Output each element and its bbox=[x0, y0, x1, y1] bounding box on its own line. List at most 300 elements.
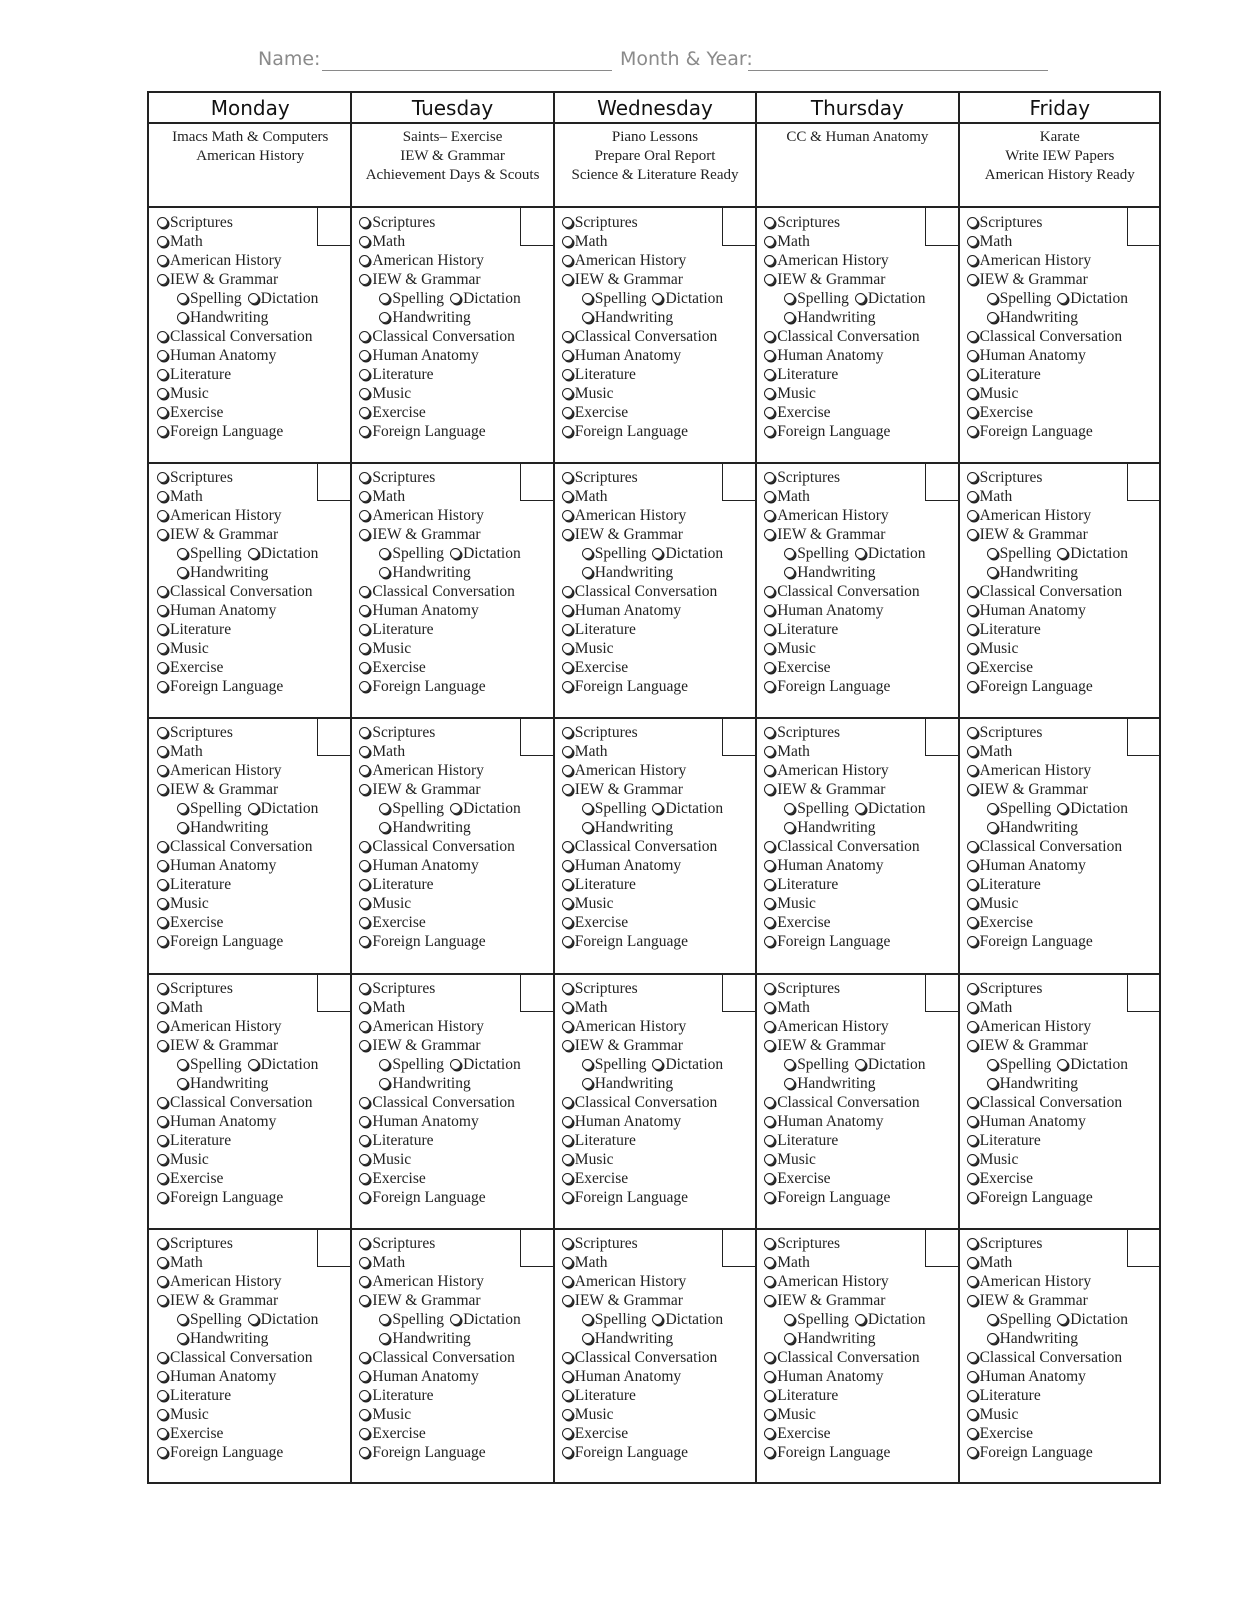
checkbox-circle-icon[interactable] bbox=[562, 898, 573, 909]
checkbox-circle-icon[interactable] bbox=[967, 1116, 978, 1127]
checkbox-circle-icon[interactable] bbox=[764, 727, 775, 738]
checkbox-circle-icon[interactable] bbox=[157, 331, 168, 342]
checkbox-circle-icon[interactable] bbox=[359, 1352, 370, 1363]
checkbox-circle-icon[interactable] bbox=[359, 407, 370, 418]
checkbox-circle-icon[interactable] bbox=[157, 350, 168, 361]
checkbox-circle-icon[interactable] bbox=[784, 822, 795, 833]
checkbox-circle-icon[interactable] bbox=[967, 841, 978, 852]
checkbox-circle-icon[interactable] bbox=[967, 1192, 978, 1203]
checkbox-circle-icon[interactable] bbox=[562, 472, 573, 483]
checkbox-circle-icon[interactable] bbox=[764, 1447, 775, 1458]
checkbox-circle-icon[interactable] bbox=[764, 879, 775, 890]
checkbox-circle-icon[interactable] bbox=[764, 1295, 775, 1306]
checkbox-circle-icon[interactable] bbox=[582, 1059, 593, 1070]
checkbox-circle-icon[interactable] bbox=[157, 407, 168, 418]
checkbox-circle-icon[interactable] bbox=[967, 1447, 978, 1458]
checkbox-circle-icon[interactable] bbox=[967, 426, 978, 437]
checkbox-circle-icon[interactable] bbox=[562, 1173, 573, 1184]
checkbox-circle-icon[interactable] bbox=[562, 879, 573, 890]
checkbox-circle-icon[interactable] bbox=[764, 1116, 775, 1127]
checkbox-circle-icon[interactable] bbox=[157, 624, 168, 635]
checkbox-circle-icon[interactable] bbox=[562, 1352, 573, 1363]
checkbox-circle-icon[interactable] bbox=[177, 1078, 188, 1089]
checkbox-circle-icon[interactable] bbox=[1057, 803, 1068, 814]
date-box[interactable] bbox=[925, 463, 959, 501]
checkbox-circle-icon[interactable] bbox=[248, 1314, 259, 1325]
checkbox-circle-icon[interactable] bbox=[157, 1409, 168, 1420]
checkbox-circle-icon[interactable] bbox=[967, 1371, 978, 1382]
checkbox-circle-icon[interactable] bbox=[359, 1002, 370, 1013]
checkbox-circle-icon[interactable] bbox=[855, 548, 866, 559]
checkbox-circle-icon[interactable] bbox=[764, 1002, 775, 1013]
checkbox-circle-icon[interactable] bbox=[967, 936, 978, 947]
checkbox-circle-icon[interactable] bbox=[764, 1097, 775, 1108]
checkbox-circle-icon[interactable] bbox=[764, 860, 775, 871]
checkbox-circle-icon[interactable] bbox=[967, 1257, 978, 1268]
checkbox-circle-icon[interactable] bbox=[157, 472, 168, 483]
checkbox-circle-icon[interactable] bbox=[967, 983, 978, 994]
checkbox-circle-icon[interactable] bbox=[764, 1238, 775, 1249]
checkbox-circle-icon[interactable] bbox=[157, 765, 168, 776]
checkbox-circle-icon[interactable] bbox=[652, 293, 663, 304]
checkbox-circle-icon[interactable] bbox=[157, 255, 168, 266]
checkbox-circle-icon[interactable] bbox=[582, 822, 593, 833]
checkbox-circle-icon[interactable] bbox=[359, 681, 370, 692]
checkbox-circle-icon[interactable] bbox=[987, 293, 998, 304]
checkbox-circle-icon[interactable] bbox=[359, 1238, 370, 1249]
checkbox-circle-icon[interactable] bbox=[967, 681, 978, 692]
checkbox-circle-icon[interactable] bbox=[562, 727, 573, 738]
checkbox-circle-icon[interactable] bbox=[562, 369, 573, 380]
checkbox-circle-icon[interactable] bbox=[784, 1059, 795, 1070]
checkbox-circle-icon[interactable] bbox=[379, 548, 390, 559]
date-box[interactable] bbox=[722, 1229, 756, 1267]
date-box[interactable] bbox=[1127, 974, 1161, 1012]
checkbox-circle-icon[interactable] bbox=[764, 529, 775, 540]
checkbox-circle-icon[interactable] bbox=[764, 1390, 775, 1401]
checkbox-circle-icon[interactable] bbox=[157, 727, 168, 738]
checkbox-circle-icon[interactable] bbox=[359, 1135, 370, 1146]
checkbox-circle-icon[interactable] bbox=[764, 586, 775, 597]
checkbox-circle-icon[interactable] bbox=[359, 936, 370, 947]
checkbox-circle-icon[interactable] bbox=[562, 1257, 573, 1268]
checkbox-circle-icon[interactable] bbox=[967, 510, 978, 521]
checkbox-circle-icon[interactable] bbox=[784, 1333, 795, 1344]
checkbox-circle-icon[interactable] bbox=[359, 255, 370, 266]
checkbox-circle-icon[interactable] bbox=[764, 388, 775, 399]
checkbox-circle-icon[interactable] bbox=[359, 331, 370, 342]
checkbox-circle-icon[interactable] bbox=[652, 1314, 663, 1325]
checkbox-circle-icon[interactable] bbox=[562, 529, 573, 540]
checkbox-circle-icon[interactable] bbox=[248, 548, 259, 559]
checkbox-circle-icon[interactable] bbox=[359, 1192, 370, 1203]
checkbox-circle-icon[interactable] bbox=[359, 350, 370, 361]
checkbox-circle-icon[interactable] bbox=[764, 624, 775, 635]
checkbox-circle-icon[interactable] bbox=[987, 1333, 998, 1344]
date-box[interactable] bbox=[1127, 1229, 1161, 1267]
checkbox-circle-icon[interactable] bbox=[562, 936, 573, 947]
checkbox-circle-icon[interactable] bbox=[967, 586, 978, 597]
checkbox-circle-icon[interactable] bbox=[967, 1021, 978, 1032]
checkbox-circle-icon[interactable] bbox=[967, 255, 978, 266]
checkbox-circle-icon[interactable] bbox=[359, 1116, 370, 1127]
checkbox-circle-icon[interactable] bbox=[582, 803, 593, 814]
checkbox-circle-icon[interactable] bbox=[157, 784, 168, 795]
checkbox-circle-icon[interactable] bbox=[177, 1333, 188, 1344]
checkbox-circle-icon[interactable] bbox=[764, 662, 775, 673]
checkbox-circle-icon[interactable] bbox=[855, 803, 866, 814]
checkbox-circle-icon[interactable] bbox=[652, 803, 663, 814]
checkbox-circle-icon[interactable] bbox=[379, 1333, 390, 1344]
checkbox-circle-icon[interactable] bbox=[157, 879, 168, 890]
checkbox-circle-icon[interactable] bbox=[967, 407, 978, 418]
checkbox-circle-icon[interactable] bbox=[967, 605, 978, 616]
checkbox-circle-icon[interactable] bbox=[359, 1154, 370, 1165]
checkbox-circle-icon[interactable] bbox=[379, 1059, 390, 1070]
checkbox-circle-icon[interactable] bbox=[784, 1314, 795, 1325]
checkbox-circle-icon[interactable] bbox=[784, 803, 795, 814]
checkbox-circle-icon[interactable] bbox=[582, 312, 593, 323]
checkbox-circle-icon[interactable] bbox=[562, 255, 573, 266]
date-box[interactable] bbox=[1127, 463, 1161, 501]
checkbox-circle-icon[interactable] bbox=[562, 1371, 573, 1382]
checkbox-circle-icon[interactable] bbox=[967, 1154, 978, 1165]
checkbox-circle-icon[interactable] bbox=[562, 1040, 573, 1051]
checkbox-circle-icon[interactable] bbox=[359, 1447, 370, 1458]
checkbox-circle-icon[interactable] bbox=[177, 567, 188, 578]
checkbox-circle-icon[interactable] bbox=[359, 879, 370, 890]
checkbox-circle-icon[interactable] bbox=[157, 983, 168, 994]
checkbox-circle-icon[interactable] bbox=[562, 605, 573, 616]
checkbox-circle-icon[interactable] bbox=[562, 217, 573, 228]
checkbox-circle-icon[interactable] bbox=[987, 822, 998, 833]
checkbox-circle-icon[interactable] bbox=[359, 1276, 370, 1287]
checkbox-circle-icon[interactable] bbox=[157, 936, 168, 947]
checkbox-circle-icon[interactable] bbox=[359, 1040, 370, 1051]
checkbox-circle-icon[interactable] bbox=[562, 917, 573, 928]
checkbox-circle-icon[interactable] bbox=[177, 1059, 188, 1070]
checkbox-circle-icon[interactable] bbox=[562, 841, 573, 852]
checkbox-circle-icon[interactable] bbox=[157, 860, 168, 871]
date-box[interactable] bbox=[317, 1229, 351, 1267]
date-box[interactable] bbox=[317, 208, 351, 246]
checkbox-circle-icon[interactable] bbox=[652, 1059, 663, 1070]
checkbox-circle-icon[interactable] bbox=[359, 1021, 370, 1032]
checkbox-circle-icon[interactable] bbox=[764, 1173, 775, 1184]
checkbox-circle-icon[interactable] bbox=[764, 426, 775, 437]
checkbox-circle-icon[interactable] bbox=[359, 727, 370, 738]
checkbox-circle-icon[interactable] bbox=[562, 350, 573, 361]
checkbox-circle-icon[interactable] bbox=[359, 1097, 370, 1108]
checkbox-circle-icon[interactable] bbox=[562, 491, 573, 502]
date-box[interactable] bbox=[722, 208, 756, 246]
checkbox-circle-icon[interactable] bbox=[177, 822, 188, 833]
checkbox-circle-icon[interactable] bbox=[562, 983, 573, 994]
checkbox-circle-icon[interactable] bbox=[764, 255, 775, 266]
checkbox-circle-icon[interactable] bbox=[450, 1314, 461, 1325]
checkbox-circle-icon[interactable] bbox=[562, 784, 573, 795]
checkbox-circle-icon[interactable] bbox=[582, 293, 593, 304]
checkbox-circle-icon[interactable] bbox=[987, 548, 998, 559]
checkbox-circle-icon[interactable] bbox=[764, 1154, 775, 1165]
date-box[interactable] bbox=[925, 208, 959, 246]
checkbox-circle-icon[interactable] bbox=[1057, 1059, 1068, 1070]
checkbox-circle-icon[interactable] bbox=[359, 746, 370, 757]
checkbox-circle-icon[interactable] bbox=[764, 681, 775, 692]
checkbox-circle-icon[interactable] bbox=[359, 1428, 370, 1439]
checkbox-circle-icon[interactable] bbox=[967, 369, 978, 380]
checkbox-circle-icon[interactable] bbox=[784, 548, 795, 559]
checkbox-circle-icon[interactable] bbox=[157, 1371, 168, 1382]
checkbox-circle-icon[interactable] bbox=[450, 803, 461, 814]
checkbox-circle-icon[interactable] bbox=[562, 1390, 573, 1401]
checkbox-circle-icon[interactable] bbox=[967, 236, 978, 247]
checkbox-circle-icon[interactable] bbox=[967, 217, 978, 228]
checkbox-circle-icon[interactable] bbox=[157, 746, 168, 757]
checkbox-circle-icon[interactable] bbox=[562, 1447, 573, 1458]
date-box[interactable] bbox=[1127, 208, 1161, 246]
checkbox-circle-icon[interactable] bbox=[157, 274, 168, 285]
checkbox-circle-icon[interactable] bbox=[1057, 1314, 1068, 1325]
checkbox-circle-icon[interactable] bbox=[359, 274, 370, 285]
checkbox-circle-icon[interactable] bbox=[764, 491, 775, 502]
checkbox-circle-icon[interactable] bbox=[157, 369, 168, 380]
checkbox-circle-icon[interactable] bbox=[967, 662, 978, 673]
checkbox-circle-icon[interactable] bbox=[157, 1154, 168, 1165]
checkbox-circle-icon[interactable] bbox=[967, 472, 978, 483]
checkbox-circle-icon[interactable] bbox=[562, 1295, 573, 1306]
checkbox-circle-icon[interactable] bbox=[157, 1116, 168, 1127]
checkbox-circle-icon[interactable] bbox=[359, 898, 370, 909]
checkbox-circle-icon[interactable] bbox=[967, 331, 978, 342]
checkbox-circle-icon[interactable] bbox=[359, 765, 370, 776]
checkbox-circle-icon[interactable] bbox=[562, 746, 573, 757]
date-box[interactable] bbox=[925, 974, 959, 1012]
checkbox-circle-icon[interactable] bbox=[562, 407, 573, 418]
checkbox-circle-icon[interactable] bbox=[1057, 548, 1068, 559]
checkbox-circle-icon[interactable] bbox=[967, 624, 978, 635]
checkbox-circle-icon[interactable] bbox=[157, 1257, 168, 1268]
checkbox-circle-icon[interactable] bbox=[562, 236, 573, 247]
checkbox-circle-icon[interactable] bbox=[562, 662, 573, 673]
checkbox-circle-icon[interactable] bbox=[359, 1295, 370, 1306]
checkbox-circle-icon[interactable] bbox=[764, 1428, 775, 1439]
checkbox-circle-icon[interactable] bbox=[359, 236, 370, 247]
checkbox-circle-icon[interactable] bbox=[764, 1257, 775, 1268]
date-box[interactable] bbox=[520, 718, 554, 756]
checkbox-circle-icon[interactable] bbox=[764, 1409, 775, 1420]
checkbox-circle-icon[interactable] bbox=[562, 1116, 573, 1127]
date-box[interactable] bbox=[520, 463, 554, 501]
checkbox-circle-icon[interactable] bbox=[248, 803, 259, 814]
checkbox-circle-icon[interactable] bbox=[855, 293, 866, 304]
checkbox-circle-icon[interactable] bbox=[855, 1059, 866, 1070]
checkbox-circle-icon[interactable] bbox=[157, 491, 168, 502]
date-box[interactable] bbox=[317, 974, 351, 1012]
checkbox-circle-icon[interactable] bbox=[359, 586, 370, 597]
checkbox-circle-icon[interactable] bbox=[967, 529, 978, 540]
checkbox-circle-icon[interactable] bbox=[157, 426, 168, 437]
checkbox-circle-icon[interactable] bbox=[1057, 293, 1068, 304]
checkbox-circle-icon[interactable] bbox=[450, 293, 461, 304]
checkbox-circle-icon[interactable] bbox=[562, 586, 573, 597]
checkbox-circle-icon[interactable] bbox=[784, 1078, 795, 1089]
checkbox-circle-icon[interactable] bbox=[764, 274, 775, 285]
date-box[interactable] bbox=[1127, 718, 1161, 756]
date-box[interactable] bbox=[520, 1229, 554, 1267]
checkbox-circle-icon[interactable] bbox=[764, 765, 775, 776]
checkbox-circle-icon[interactable] bbox=[582, 548, 593, 559]
checkbox-circle-icon[interactable] bbox=[967, 1040, 978, 1051]
checkbox-circle-icon[interactable] bbox=[157, 1002, 168, 1013]
checkbox-circle-icon[interactable] bbox=[967, 1002, 978, 1013]
date-box[interactable] bbox=[520, 208, 554, 246]
checkbox-circle-icon[interactable] bbox=[359, 529, 370, 540]
date-box[interactable] bbox=[925, 1229, 959, 1267]
checkbox-circle-icon[interactable] bbox=[562, 274, 573, 285]
checkbox-circle-icon[interactable] bbox=[967, 1295, 978, 1306]
checkbox-circle-icon[interactable] bbox=[764, 1021, 775, 1032]
checkbox-circle-icon[interactable] bbox=[967, 388, 978, 399]
checkbox-circle-icon[interactable] bbox=[562, 331, 573, 342]
checkbox-circle-icon[interactable] bbox=[379, 312, 390, 323]
checkbox-circle-icon[interactable] bbox=[764, 1276, 775, 1287]
date-box[interactable] bbox=[317, 718, 351, 756]
checkbox-circle-icon[interactable] bbox=[562, 1097, 573, 1108]
checkbox-circle-icon[interactable] bbox=[967, 1173, 978, 1184]
checkbox-circle-icon[interactable] bbox=[157, 586, 168, 597]
checkbox-circle-icon[interactable] bbox=[855, 1314, 866, 1325]
checkbox-circle-icon[interactable] bbox=[157, 217, 168, 228]
checkbox-circle-icon[interactable] bbox=[157, 1428, 168, 1439]
checkbox-circle-icon[interactable] bbox=[967, 491, 978, 502]
checkbox-circle-icon[interactable] bbox=[562, 510, 573, 521]
month-year-field[interactable] bbox=[748, 70, 1048, 71]
checkbox-circle-icon[interactable] bbox=[157, 236, 168, 247]
checkbox-circle-icon[interactable] bbox=[562, 681, 573, 692]
checkbox-circle-icon[interactable] bbox=[967, 898, 978, 909]
checkbox-circle-icon[interactable] bbox=[157, 1173, 168, 1184]
checkbox-circle-icon[interactable] bbox=[784, 293, 795, 304]
checkbox-circle-icon[interactable] bbox=[562, 1135, 573, 1146]
checkbox-circle-icon[interactable] bbox=[764, 841, 775, 852]
checkbox-circle-icon[interactable] bbox=[967, 350, 978, 361]
checkbox-circle-icon[interactable] bbox=[967, 1409, 978, 1420]
checkbox-circle-icon[interactable] bbox=[157, 1295, 168, 1306]
checkbox-circle-icon[interactable] bbox=[582, 1314, 593, 1325]
checkbox-circle-icon[interactable] bbox=[359, 662, 370, 673]
checkbox-circle-icon[interactable] bbox=[177, 803, 188, 814]
checkbox-circle-icon[interactable] bbox=[359, 510, 370, 521]
date-box[interactable] bbox=[722, 718, 756, 756]
checkbox-circle-icon[interactable] bbox=[967, 746, 978, 757]
checkbox-circle-icon[interactable] bbox=[157, 898, 168, 909]
checkbox-circle-icon[interactable] bbox=[157, 1276, 168, 1287]
checkbox-circle-icon[interactable] bbox=[582, 1078, 593, 1089]
checkbox-circle-icon[interactable] bbox=[562, 388, 573, 399]
checkbox-circle-icon[interactable] bbox=[987, 803, 998, 814]
checkbox-circle-icon[interactable] bbox=[764, 217, 775, 228]
checkbox-circle-icon[interactable] bbox=[967, 1097, 978, 1108]
checkbox-circle-icon[interactable] bbox=[359, 784, 370, 795]
checkbox-circle-icon[interactable] bbox=[157, 1040, 168, 1051]
checkbox-circle-icon[interactable] bbox=[764, 369, 775, 380]
checkbox-circle-icon[interactable] bbox=[967, 727, 978, 738]
checkbox-circle-icon[interactable] bbox=[359, 472, 370, 483]
checkbox-circle-icon[interactable] bbox=[764, 746, 775, 757]
checkbox-circle-icon[interactable] bbox=[157, 1021, 168, 1032]
checkbox-circle-icon[interactable] bbox=[764, 1192, 775, 1203]
checkbox-circle-icon[interactable] bbox=[379, 822, 390, 833]
checkbox-circle-icon[interactable] bbox=[987, 312, 998, 323]
checkbox-circle-icon[interactable] bbox=[967, 1135, 978, 1146]
checkbox-circle-icon[interactable] bbox=[562, 860, 573, 871]
date-box[interactable] bbox=[722, 463, 756, 501]
checkbox-circle-icon[interactable] bbox=[764, 784, 775, 795]
checkbox-circle-icon[interactable] bbox=[562, 1276, 573, 1287]
checkbox-circle-icon[interactable] bbox=[157, 605, 168, 616]
checkbox-circle-icon[interactable] bbox=[562, 426, 573, 437]
checkbox-circle-icon[interactable] bbox=[359, 217, 370, 228]
checkbox-circle-icon[interactable] bbox=[764, 350, 775, 361]
checkbox-circle-icon[interactable] bbox=[967, 1352, 978, 1363]
checkbox-circle-icon[interactable] bbox=[582, 567, 593, 578]
checkbox-circle-icon[interactable] bbox=[359, 1409, 370, 1420]
checkbox-circle-icon[interactable] bbox=[764, 917, 775, 928]
checkbox-circle-icon[interactable] bbox=[450, 548, 461, 559]
checkbox-circle-icon[interactable] bbox=[157, 529, 168, 540]
checkbox-circle-icon[interactable] bbox=[764, 236, 775, 247]
checkbox-circle-icon[interactable] bbox=[359, 388, 370, 399]
checkbox-circle-icon[interactable] bbox=[359, 369, 370, 380]
checkbox-circle-icon[interactable] bbox=[987, 1059, 998, 1070]
checkbox-circle-icon[interactable] bbox=[359, 1257, 370, 1268]
checkbox-circle-icon[interactable] bbox=[157, 510, 168, 521]
checkbox-circle-icon[interactable] bbox=[157, 1352, 168, 1363]
checkbox-circle-icon[interactable] bbox=[967, 765, 978, 776]
checkbox-circle-icon[interactable] bbox=[764, 472, 775, 483]
checkbox-circle-icon[interactable] bbox=[784, 567, 795, 578]
checkbox-circle-icon[interactable] bbox=[764, 510, 775, 521]
checkbox-circle-icon[interactable] bbox=[379, 567, 390, 578]
checkbox-circle-icon[interactable] bbox=[764, 936, 775, 947]
checkbox-circle-icon[interactable] bbox=[248, 1059, 259, 1070]
checkbox-circle-icon[interactable] bbox=[359, 1390, 370, 1401]
checkbox-circle-icon[interactable] bbox=[764, 407, 775, 418]
checkbox-circle-icon[interactable] bbox=[157, 1097, 168, 1108]
checkbox-circle-icon[interactable] bbox=[359, 426, 370, 437]
checkbox-circle-icon[interactable] bbox=[359, 1173, 370, 1184]
checkbox-circle-icon[interactable] bbox=[359, 1371, 370, 1382]
checkbox-circle-icon[interactable] bbox=[562, 765, 573, 776]
checkbox-circle-icon[interactable] bbox=[177, 1314, 188, 1325]
checkbox-circle-icon[interactable] bbox=[967, 860, 978, 871]
checkbox-circle-icon[interactable] bbox=[967, 784, 978, 795]
checkbox-circle-icon[interactable] bbox=[359, 983, 370, 994]
checkbox-circle-icon[interactable] bbox=[764, 1371, 775, 1382]
checkbox-circle-icon[interactable] bbox=[359, 917, 370, 928]
checkbox-circle-icon[interactable] bbox=[764, 1040, 775, 1051]
checkbox-circle-icon[interactable] bbox=[784, 312, 795, 323]
checkbox-circle-icon[interactable] bbox=[562, 1021, 573, 1032]
checkbox-circle-icon[interactable] bbox=[157, 1390, 168, 1401]
checkbox-circle-icon[interactable] bbox=[764, 605, 775, 616]
checkbox-circle-icon[interactable] bbox=[157, 1238, 168, 1249]
checkbox-circle-icon[interactable] bbox=[967, 1390, 978, 1401]
checkbox-circle-icon[interactable] bbox=[359, 605, 370, 616]
checkbox-circle-icon[interactable] bbox=[177, 312, 188, 323]
checkbox-circle-icon[interactable] bbox=[379, 1314, 390, 1325]
